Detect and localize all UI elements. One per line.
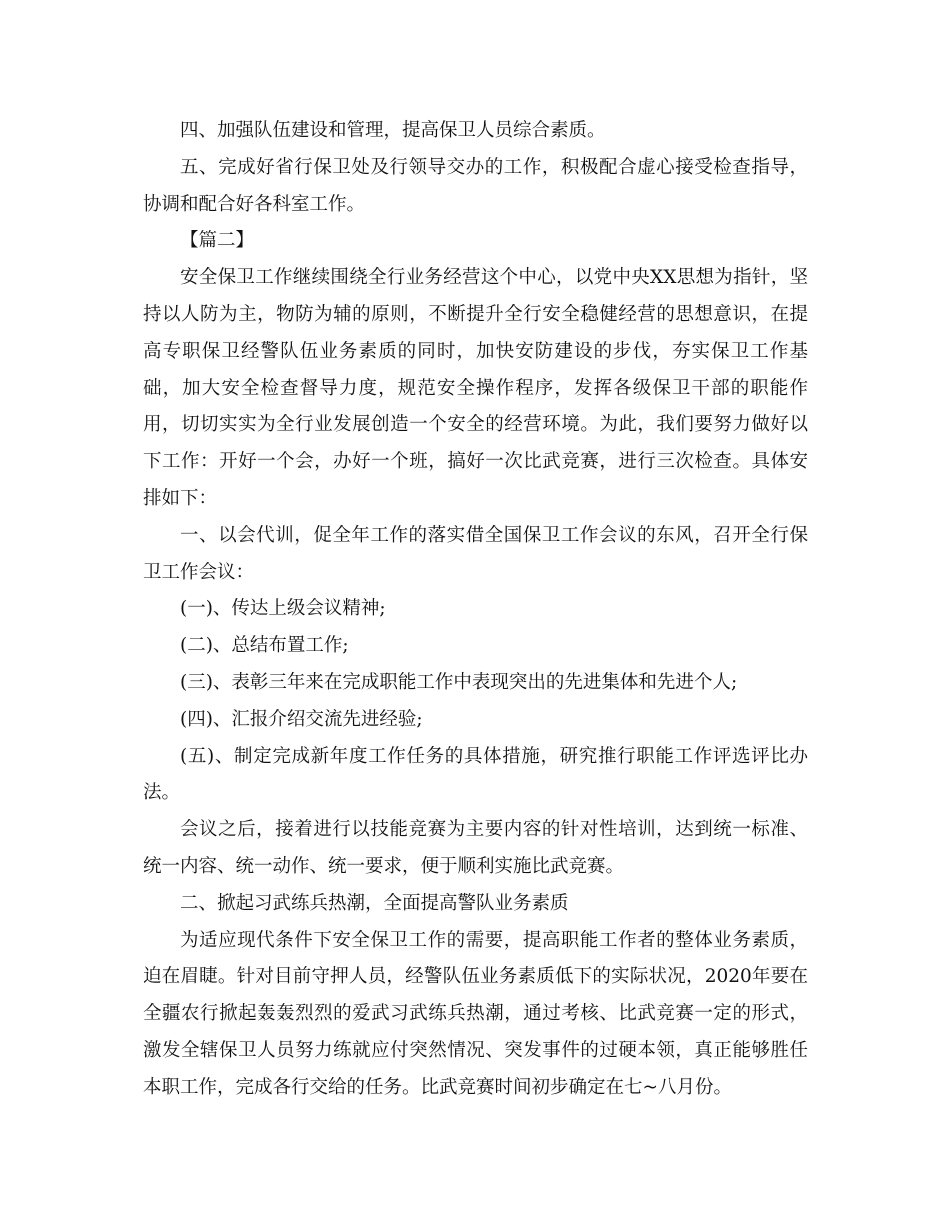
intro-paragraph: 安全保卫工作继续围绕全行业务经营这个中心，以党中央XX思想为指针，坚持以人防为主，物防为辅的原则，不断提升全行安全稳健经营的思想意识，在提高专职保卫经警队伍业务素质的同时，加快安防建设的步伐，夯实保卫工作基础，加大安全检查督导力度，规范安全操作程序，发挥各级保卫干部的职能作用，切切实实为全行业发展创造一个安全的经营环境。为此，我们要努力做好以下工作：开好一个会，办好一个班，搞好一次比武竞赛，进行三次检查。具体安排如下： <box>143 267 808 509</box>
section-heading-part-two: 【篇二】 <box>180 230 255 252</box>
list-item-4: (四)、汇报介绍交流先进经验; <box>180 708 423 730</box>
section-two-heading: 二、掀起习武练兵热潮，全面提高警队业务素质 <box>180 892 569 914</box>
paragraph-item-5: 五、完成好省行保卫处及行领导交办的工作，积极配合虚心接受检查指导，协调和配合好各科室工作。 <box>143 156 808 215</box>
paragraph-item-4: 四、加强队伍建设和管理，提高保卫人员综合素质。 <box>180 120 606 141</box>
list-item-1: (一)、传达上级会议精神; <box>180 598 386 620</box>
section-one-heading: 一、以会代训，促全年工作的落实借全国保卫工作会议的东风，召开全行保卫工作会议： <box>143 524 808 583</box>
list-item-2: (二)、总结布置工作; <box>180 635 349 657</box>
competition-paragraph: 为适应现代条件下安全保卫工作的需要，提高职能工作者的整体业务素质，迫在眉睫。针对目前守押人员，经警队伍业务素质低下的实际状况，2020年要在全疆农行掀起轰轰烈烈的爱武习武练兵热潮，通过考核、比武竞赛一定的形式，激发全辖保卫人员努力练就应付突然情况、突发事件的过硬本领，真正能够胜任本职工作，完成各行交给的任务。比武竞赛时间初步确定在七~八月份。 <box>143 929 808 1098</box>
list-item-5: (五)、制定完成新年度工作任务的具体措施，研究推行职能工作评选评比办法。 <box>143 745 808 804</box>
document-body <box>143 113 808 1107</box>
training-paragraph: 会议之后，接着进行以技能竞赛为主要内容的针对性培训，达到统一标准、统一内容、统一动作、统一要求，便于顺利实施比武竞赛。 <box>143 819 808 877</box>
list-item-3: (三)、表彰三年来在完成职能工作中表现突出的先进集体和先进个人; <box>180 671 738 693</box>
